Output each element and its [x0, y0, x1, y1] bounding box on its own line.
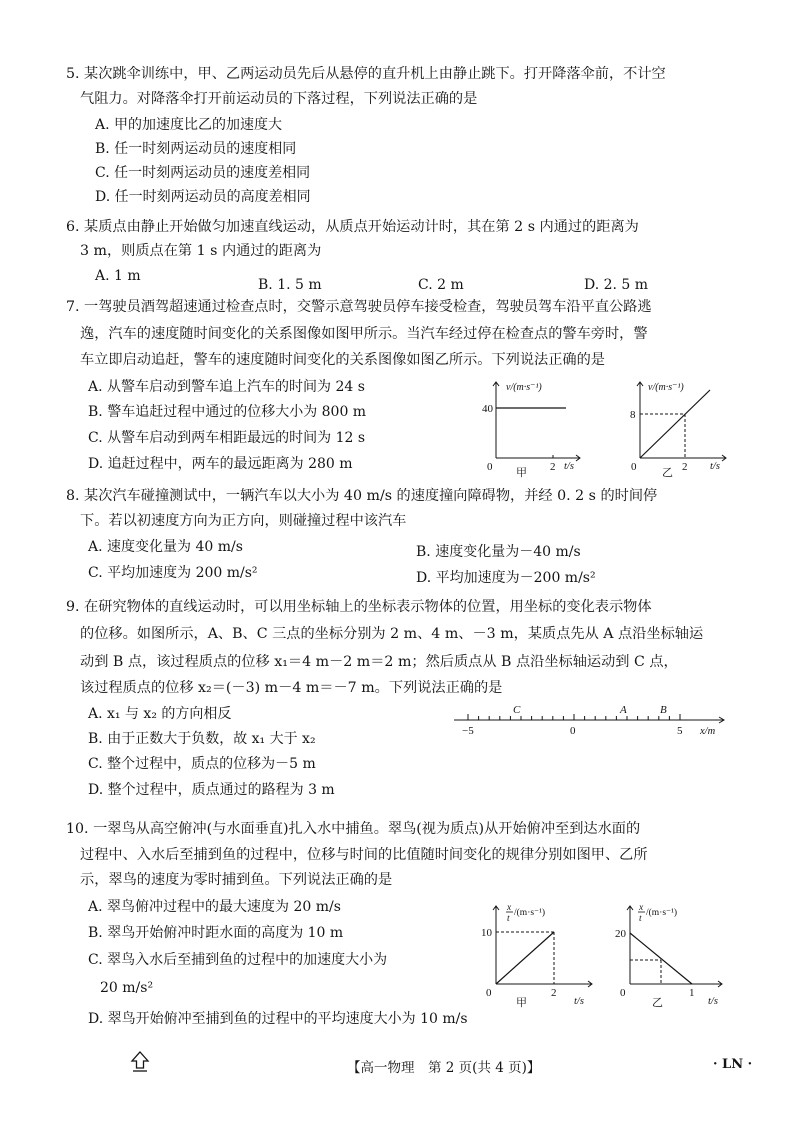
point-b-label: B — [660, 704, 667, 716]
q9-option-d: D. 整个过程中，质点通过的路程为 3 m — [88, 782, 335, 798]
y-tick-label: 10 — [481, 927, 492, 939]
q8-stem-line2: 下。若以初速度方向为正方向，则碰撞过程中该汽车 — [80, 513, 407, 529]
ratio-line — [496, 932, 554, 984]
q10-option-c-line1: C. 翠鸟入水后至捕到鱼的过程中的加速度大小为 — [88, 952, 388, 968]
origin-label: 0 — [487, 461, 493, 473]
q10-option-c-line2: 20 m/s² — [100, 980, 154, 996]
page-footer: 【高一物理 第 2 页(共 4 页)】 — [347, 1060, 541, 1076]
q7-option-c: C. 从警车启动到两车相距最远的时间为 12 s — [88, 430, 366, 446]
up-arrow-icon — [130, 1050, 150, 1074]
x-tick-label: 2 — [550, 461, 556, 473]
q9-stem-line1: 9. 在研究物体的直线运动时，可以用坐标轴上的坐标表示物体的位置，用坐标的变化表示物体 — [66, 599, 652, 615]
q8-option-c: C. 平均加速度为 200 m/s² — [88, 565, 258, 581]
q7-stem-line3: 车立即启动追赶，警车的速度随时间变化的关系图像如图乙所示。下列说法正确的是 — [80, 352, 605, 368]
y-label-numerator: x — [639, 903, 644, 913]
x-tick-label: 2 — [682, 461, 688, 473]
q9-stem-line4: 该过程质点的位移 x₂＝(－3) m－4 m＝－7 m。下列说法正确的是 — [80, 680, 503, 696]
velocity-line — [640, 390, 710, 458]
q8-stem-line1: 8. 某次汽车碰撞测试中，一辆汽车以大小为 40 m/s 的速度撞向障碍物，并经 0. 2 s 的时间停 — [66, 488, 658, 504]
q6-option-b: B. 1. 5 m — [258, 277, 322, 293]
point-c-label: C — [513, 704, 521, 716]
q5-option-c: C. 任一时刻两运动员的速度差相同 — [95, 165, 311, 181]
x-axis-label: t/s — [708, 996, 718, 1007]
caption: 乙 — [662, 467, 673, 478]
q9-stem-line3: 动到 B 点，该过程质点的位移 x₁＝4 m－2 m＝2 m；然后质点从 B 点沿坐标轴运动到 C 点， — [80, 654, 678, 670]
axis-unit-label: x/m — [700, 726, 716, 737]
origin-label: 0 — [486, 987, 492, 999]
y-tick-label: 20 — [615, 928, 626, 940]
origin-label: 0 — [620, 987, 626, 999]
q10-stem-line1: 10. 一翠鸟从高空俯冲(与水面垂直)扎入水中捕鱼。翠鸟(视为质点)从开始俯冲至到达水面的 — [66, 821, 641, 837]
y-tick-label: 8 — [630, 409, 636, 421]
tick-label-zero: 0 — [570, 725, 576, 737]
q8-option-a: A. 速度变化量为 40 m/s — [88, 539, 243, 555]
q6-option-c: C. 2 m — [418, 277, 464, 293]
footer-code: · LN · — [713, 1057, 753, 1072]
q6-stem-line2: 3 m，则质点在第 1 s 内通过的距离为 — [80, 243, 322, 259]
origin-label: 0 — [631, 461, 637, 473]
q5-option-d: D. 任一时刻两运动员的高度差相同 — [95, 189, 311, 205]
point-a-label: A — [620, 704, 627, 716]
y-label-unit: /(m·s⁻¹) — [514, 908, 546, 918]
x-tick-label: 1 — [689, 987, 695, 999]
x-axis-label: t/s — [564, 461, 574, 472]
q7-graph-yi — [622, 376, 732, 478]
q9-number-axis — [450, 702, 730, 742]
q9-option-c: C. 整个过程中，质点的位移为－5 m — [88, 756, 316, 772]
caption: 甲 — [516, 467, 527, 478]
tick-label-pos5: 5 — [677, 725, 683, 737]
y-label-numerator: x — [507, 903, 512, 913]
y-tick-label: 40 — [482, 403, 493, 415]
q10-graph-yi — [608, 898, 732, 1010]
q5-stem-line1: 5. 某次跳伞训练中，甲、乙两运动员先后从悬停的直升机上由静止跳下。打开降落伞前，不计空 — [66, 66, 666, 82]
q6-option-d: D. 2. 5 m — [584, 277, 649, 293]
q10-stem-line3: 示，翠鸟的速度为零时捕到鱼。下列说法正确的是 — [80, 872, 393, 888]
q7-option-b: B. 警车追赶过程中通过的位移大小为 800 m — [88, 404, 367, 420]
q10-stem-line2: 过程中、入水后至捕到鱼的过程中，位移与时间的比值随时间变化的规律分别如图甲、乙所 — [80, 847, 648, 863]
q6-stem-line1: 6. 某质点由静止开始做匀加速直线运动，从质点开始运动计时，其在第 2 s 内通过的距离为 — [66, 219, 639, 235]
q5-option-b: B. 任一时刻两运动员的速度相同 — [95, 141, 297, 157]
q5-option-a: A. 甲的加速度比乙的加速度大 — [95, 117, 283, 133]
q10-graph-jia — [476, 898, 604, 1010]
q6-option-a: A. 1 m — [95, 268, 141, 284]
q10-option-d: D. 翠鸟开始俯冲至捕到鱼的过程中的平均速度大小为 10 m/s — [88, 1011, 468, 1027]
q8-option-d: D. 平均加速度为－200 m/s² — [416, 570, 596, 586]
q9-option-b: B. 由于正数大于负数，故 x₁ 大于 x₂ — [88, 731, 316, 747]
y-axis-label: v/(m·s⁻¹) — [648, 382, 684, 393]
y-label-denominator: t — [639, 914, 642, 924]
q7-graph-jia — [478, 376, 588, 478]
caption: 甲 — [516, 997, 527, 1009]
y-label-denominator: t — [507, 914, 510, 924]
x-axis-label: t/s — [574, 996, 584, 1007]
q5-stem-line2: 气阻力。对降落伞打开前运动员的下落过程，下列说法正确的是 — [80, 91, 478, 107]
y-label-unit: /(m·s⁻¹) — [646, 908, 678, 918]
caption: 乙 — [652, 997, 663, 1009]
q8-option-b: B. 速度变化量为－40 m/s — [416, 544, 581, 560]
q7-stem-line1: 7. 一驾驶员酒驾超速通过检查点时，交警示意驾驶员停车接受检查，驾驶员驾车沿平直公路逃 — [66, 299, 652, 315]
y-axis-label: v/(m·s⁻¹) — [506, 382, 542, 393]
q10-option-b: B. 翠鸟开始俯冲时距水面的高度为 10 m — [88, 925, 344, 941]
q9-stem-line2: 的位移。如图所示，A、B、C 三点的坐标分别为 2 m、4 m、－3 m，某质点先从 A 点沿坐标轴运 — [80, 626, 704, 642]
q7-option-d: D. 追赶过程中，两车的最远距离为 280 m — [88, 456, 353, 472]
x-tick-label: 2 — [551, 987, 557, 999]
q10-option-a: A. 翠鸟俯冲过程中的最大速度为 20 m/s — [88, 899, 341, 915]
q7-option-a: A. 从警车启动到警车追上汽车的时间为 24 s — [88, 379, 365, 395]
q9-option-a: A. x₁ 与 x₂ 的方向相反 — [88, 706, 232, 722]
q7-stem-line2: 逸，汽车的速度随时间变化的关系图像如图甲所示。当汽车经过停在检查点的警车旁时，警 — [80, 326, 648, 342]
x-axis-label: t/s — [710, 461, 720, 472]
tick-label-neg5: −5 — [462, 725, 474, 737]
